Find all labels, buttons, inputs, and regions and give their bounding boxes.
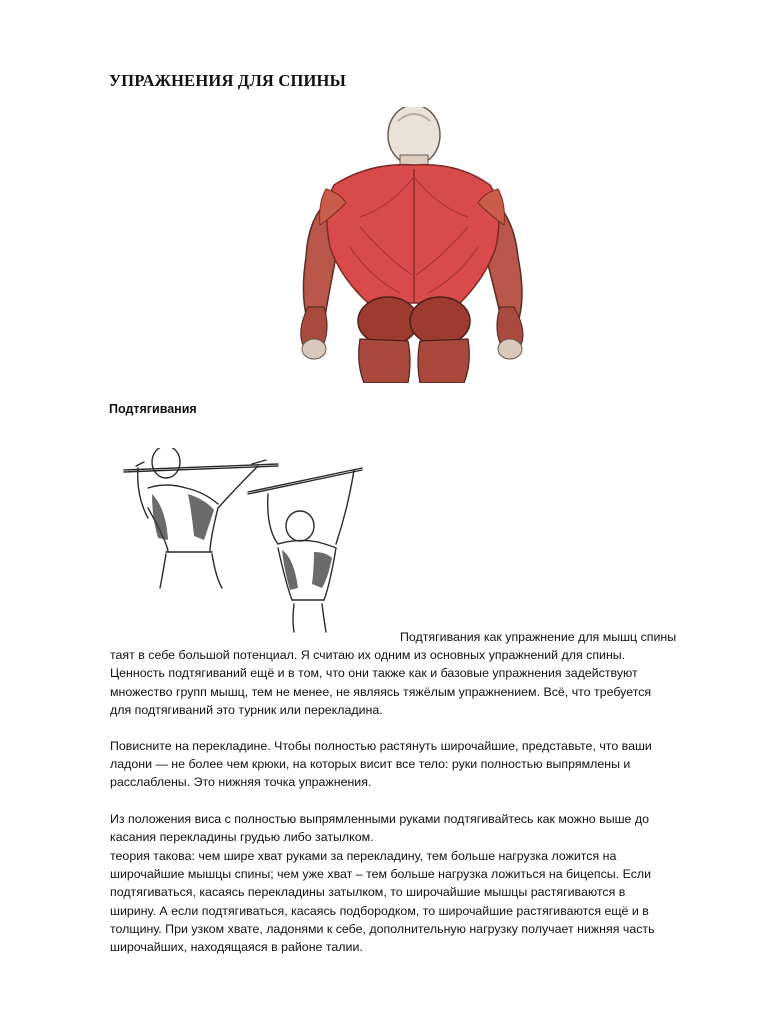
paragraph-line: толщину. При узком хвате, ладонями к себе, дополнительную нагрузку получает нижняя часть [110, 921, 655, 936]
paragraph-line: Ценность подтягиваний ещё и в том, что они также как и базовые упражнения задействуют [110, 666, 638, 681]
paragraph-line: Подтягивания как упражнение для мышц спины [400, 630, 677, 644]
paragraph-line: касания перекладины грудью либо затылком. [110, 830, 374, 845]
section-heading: Подтягивания [109, 402, 197, 416]
page-title: УПРАЖНЕНИЯ ДЛЯ СПИНЫ [109, 71, 346, 90]
paragraph-line: ширину. А если подтягиваться, касаясь подбородком, то широчайшие растягиваются ещё и в [110, 903, 649, 918]
paragraph-intro [110, 628, 710, 719]
paragraph-line: широчайшие мышцы спины; чем уже хват – тем больше нагрузка ложиться на бицепсы. Если [110, 867, 652, 882]
paragraph-line: Из положения виса с полностью выпрямленными руками подтягивайтесь как можно выше до [110, 812, 650, 826]
paragraph-line: ладони — не более чем крюки, на которых висит все тело: руки полностью выпрямлены и [110, 757, 631, 772]
paragraph-line: расслаблены. Это нижняя точка упражнения. [110, 775, 372, 790]
paragraph-pullup [110, 810, 710, 846]
paragraph-line: множество групп мышц, тем не менее, не являясь тяжёлым упражнением. Всё, что требуется [110, 684, 652, 699]
paragraph-hang [110, 737, 710, 792]
back-muscles-illustration-icon [290, 107, 532, 383]
paragraph-line: теория такова: чем шире хват руками за перекладину, тем больше нагрузка ложится на [110, 849, 617, 863]
paragraph-line: Повисните на перекладине. Чтобы полностью растянуть широчайшие, представьте, что ваши [110, 739, 652, 753]
paragraph-line: для подтягиваний это турник или перекладина. [110, 702, 383, 717]
paragraph-line: таят в себе большой потенциал. Я считаю их одним из основных упражнений для спины. [110, 648, 626, 663]
paragraph-line: широчайших, находящаяся в районе талии. [110, 940, 363, 955]
paragraph-theory [110, 847, 710, 956]
paragraph-line: подтягиваться, касаясь перекладины затылком, то широчайшие мышцы растягиваются в [110, 885, 626, 900]
pull-up-sketch-illustration-icon [118, 448, 380, 634]
